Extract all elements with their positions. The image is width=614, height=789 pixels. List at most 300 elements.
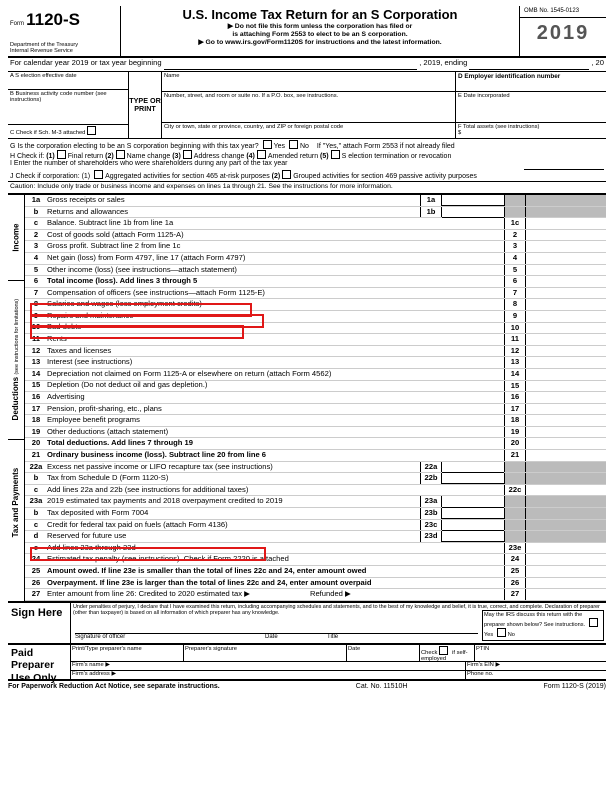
right-line-number: 7 bbox=[504, 288, 526, 299]
right-line-number: 19 bbox=[504, 427, 526, 438]
officer-signature-field[interactable]: Signature of officer bbox=[75, 633, 126, 640]
inner-amount-blank bbox=[442, 427, 504, 438]
line-number: e bbox=[33, 542, 39, 552]
line-number: c bbox=[33, 519, 39, 529]
inner-amount-blank bbox=[442, 554, 504, 565]
line-18-row bbox=[25, 415, 606, 427]
line-25-amount[interactable] bbox=[526, 566, 606, 577]
self-employed-checkbox[interactable] bbox=[439, 646, 448, 655]
line-23b-amount[interactable] bbox=[442, 508, 504, 520]
line-number: 25 bbox=[31, 565, 41, 575]
line-19-amount[interactable] bbox=[526, 427, 606, 438]
line-8-amount[interactable] bbox=[526, 299, 606, 310]
inner-amount-blank bbox=[442, 311, 504, 322]
line-description bbox=[47, 544, 422, 553]
irs-discuss-yes-checkbox[interactable] bbox=[589, 618, 598, 627]
line-17-amount[interactable] bbox=[526, 404, 606, 415]
line-1c-amount[interactable] bbox=[526, 218, 606, 229]
field-b-activity-code[interactable]: B Business activity code number (see instructions) bbox=[8, 90, 128, 126]
sign-here-block bbox=[8, 601, 606, 643]
line-text: Overpayment. If line 23e is larger than the total of lines 22c and 24, enter amount overpaid bbox=[47, 578, 372, 587]
line-text: Gross profit. Subtract line 2 from line 1c bbox=[47, 242, 181, 251]
officer-title-field[interactable]: Title bbox=[327, 633, 339, 640]
line-text: Ordinary business income (loss). Subtract line 20 from line 6 bbox=[47, 451, 267, 459]
preparer-date-field[interactable]: Date bbox=[347, 645, 420, 661]
line-text: Amount owed. If line 23e is smaller than the total of lines 22c and 24, enter amount owed bbox=[47, 566, 367, 575]
line-number: 19 bbox=[31, 426, 41, 436]
inner-amount-blank bbox=[442, 299, 504, 310]
line-text: Other deductions (attach statement) bbox=[47, 427, 169, 436]
irs-discuss-yes-label: Yes bbox=[484, 632, 494, 639]
tax-year: 2019 bbox=[536, 21, 590, 44]
line-text: Bad debts bbox=[47, 323, 82, 332]
line-24-amount[interactable] bbox=[526, 554, 606, 565]
irs-discuss-no-checkbox[interactable] bbox=[497, 628, 506, 637]
field-d-ein[interactable]: D Employer identification number bbox=[456, 72, 606, 92]
field-f-dollar: $ bbox=[458, 130, 462, 137]
question-j bbox=[10, 170, 604, 180]
h-s-election-checkbox[interactable] bbox=[331, 150, 340, 159]
inner-line-box bbox=[422, 554, 442, 565]
h-opt-2-num: (2) bbox=[105, 153, 114, 160]
line-6-row bbox=[25, 276, 606, 288]
right-line-number: 25 bbox=[504, 566, 526, 577]
right-line-number bbox=[504, 195, 526, 206]
line-b-row bbox=[25, 207, 606, 219]
line-text: Advertising bbox=[47, 393, 85, 402]
line-text: Balance. Subtract line 1b from line 1a bbox=[47, 219, 174, 228]
j-opt-2-num: (2) bbox=[271, 173, 281, 180]
line-22b-amount[interactable] bbox=[442, 473, 504, 485]
line-1a-row bbox=[25, 195, 606, 207]
line-11-amount[interactable] bbox=[526, 334, 606, 345]
line-1b-amount[interactable] bbox=[442, 206, 504, 218]
line-6-amount[interactable] bbox=[526, 276, 606, 287]
calendar-year-20: , 20 bbox=[591, 58, 604, 67]
inner-amount-blank bbox=[442, 543, 504, 554]
sign-date-field[interactable]: Date bbox=[265, 633, 278, 640]
inner-line-box bbox=[422, 415, 442, 426]
line-21-row bbox=[25, 450, 606, 462]
phone-field[interactable]: Phone no. bbox=[467, 670, 494, 677]
ptin-field[interactable]: PTIN bbox=[476, 645, 490, 652]
right-line-number: 15 bbox=[504, 381, 526, 392]
self-employed-label: if self-employed bbox=[421, 649, 468, 663]
h-address-change-checkbox[interactable] bbox=[183, 150, 192, 159]
h-final-return-checkbox[interactable] bbox=[57, 150, 66, 159]
right-line-number: 12 bbox=[504, 346, 526, 357]
right-line-number bbox=[504, 462, 526, 473]
line-number: 10 bbox=[31, 322, 41, 332]
line-text: Other income (loss) (see instructions—attach statement) bbox=[47, 265, 237, 274]
g-yes-checkbox[interactable] bbox=[263, 140, 272, 149]
inner-amount-blank bbox=[442, 404, 504, 415]
line-description bbox=[47, 231, 422, 240]
shaded-amount bbox=[526, 473, 606, 484]
line-description bbox=[47, 579, 422, 588]
section-tax-label: Tax and Payments bbox=[11, 467, 21, 538]
form-id-block bbox=[8, 6, 121, 56]
sign-here-title: Sign Here bbox=[8, 603, 71, 643]
h-final-return-label: Final return bbox=[67, 153, 104, 160]
line-16-row bbox=[25, 392, 606, 404]
preparer-name-field[interactable]: Print/Type preparer's name bbox=[71, 645, 184, 661]
right-line-number bbox=[504, 207, 526, 218]
right-line-number: 13 bbox=[504, 357, 526, 368]
inner-line-box bbox=[422, 589, 442, 600]
line-description bbox=[47, 509, 420, 518]
line-description bbox=[47, 428, 422, 437]
inner-amount-blank bbox=[442, 589, 504, 600]
line-text: Net gain (loss) from Form 4797, line 17 (attach Form 4797) bbox=[47, 253, 246, 262]
inner-line-box: 23a bbox=[420, 496, 442, 507]
line-text: Add lines 23a through 23d bbox=[47, 543, 136, 552]
field-a-election-date[interactable]: A S election effective date bbox=[8, 72, 128, 90]
perjury-statement: Under penalties of perjury, I declare that I have examined this return, including accompanying schedules and statements, and to the best of my knowledge and belief, it is true, correct, and complete. Declaration of preparer (other than taxpayer) is based on all information of which preparer has any knowledge. bbox=[73, 603, 600, 616]
line-23d-amount[interactable] bbox=[442, 531, 504, 543]
city-field[interactable]: City or town, state or province, country, and ZIP or foreign postal code bbox=[164, 124, 344, 130]
line-9-amount[interactable] bbox=[526, 311, 606, 322]
section-sidebar bbox=[8, 195, 25, 601]
caution-line: Caution: Include only trade or business income and expenses on lines 1a through 21. See the instructions for more information. bbox=[8, 181, 606, 193]
line-12-amount[interactable] bbox=[526, 346, 606, 357]
inner-line-box: 23b bbox=[420, 508, 442, 519]
question-g-text: G Is the corporation electing to be an S corporation beginning with this tax year? bbox=[10, 143, 259, 150]
line-description bbox=[47, 451, 422, 460]
line-text: Tax from Schedule D (Form 1120-S) bbox=[47, 474, 169, 483]
line-8-row bbox=[25, 299, 606, 311]
inner-line-box bbox=[422, 438, 442, 449]
line-d-row bbox=[25, 531, 606, 543]
line-number: 27 bbox=[31, 589, 41, 599]
right-line-number: 11 bbox=[504, 334, 526, 345]
h-opt-5-num: (5) bbox=[320, 153, 329, 160]
inner-line-box bbox=[422, 218, 442, 229]
line-number: 23a bbox=[29, 496, 43, 506]
line-23c-amount[interactable] bbox=[442, 519, 504, 531]
line-text: Enter amount from line 26: Credited to 2020 estimated tax ▶ bbox=[47, 590, 250, 599]
form-1120s-page bbox=[8, 6, 606, 776]
line-number: 4 bbox=[33, 252, 39, 262]
line-description bbox=[47, 277, 422, 286]
preparer-signature-field[interactable]: Preparer's signature bbox=[184, 645, 347, 661]
line-24-row bbox=[25, 554, 606, 566]
line-4-amount[interactable] bbox=[526, 253, 606, 264]
line-22c-amount[interactable] bbox=[526, 485, 606, 496]
right-line-number: 1c bbox=[504, 218, 526, 229]
line-c-row bbox=[25, 485, 606, 497]
line-3-amount[interactable] bbox=[526, 241, 606, 252]
questions-block bbox=[8, 139, 606, 181]
line-description bbox=[47, 358, 422, 367]
header-note-1: ▶ Do not file this form unless the corporation has filed or bbox=[227, 22, 413, 30]
right-line-number bbox=[504, 531, 526, 542]
line-number: 1a bbox=[31, 194, 41, 204]
inner-amount-blank bbox=[442, 578, 504, 589]
line-number: b bbox=[33, 507, 39, 517]
line-description bbox=[47, 219, 422, 228]
inner-line-box bbox=[422, 299, 442, 310]
line-number: 24 bbox=[31, 554, 41, 564]
form-label: Form bbox=[10, 21, 24, 27]
inner-line-box: 1a bbox=[420, 195, 442, 206]
tax-year-end-field[interactable] bbox=[469, 59, 589, 70]
line-description bbox=[47, 474, 420, 483]
line-description bbox=[47, 590, 422, 599]
line-text: Excess net passive income or LIFO recapture tax (see instructions) bbox=[47, 462, 273, 471]
right-line-number: 26 bbox=[504, 578, 526, 589]
line-description bbox=[47, 335, 422, 344]
line-number: 9 bbox=[33, 310, 39, 320]
line-14-amount[interactable] bbox=[526, 369, 606, 380]
question-h-lead: H Check if: bbox=[10, 153, 45, 160]
line-9-row bbox=[25, 311, 606, 323]
right-line-number: 23e bbox=[504, 543, 526, 554]
line-23a-row bbox=[25, 496, 606, 508]
inner-line-box: 23c bbox=[420, 520, 442, 531]
line-number: 8 bbox=[33, 299, 39, 309]
line-description bbox=[47, 300, 422, 309]
inner-line-box bbox=[422, 265, 442, 276]
form-number: 1120-S bbox=[26, 10, 81, 29]
line-12-row bbox=[25, 346, 606, 358]
shaded-amount bbox=[526, 520, 606, 531]
line-5-amount[interactable] bbox=[526, 265, 606, 276]
line-text: Salaries and wages (less employment credits) bbox=[47, 300, 202, 309]
inner-amount-blank bbox=[442, 566, 504, 577]
line-text: Depletion (Do not deduct oil and gas depletion.) bbox=[47, 381, 208, 390]
g-no-checkbox[interactable] bbox=[289, 140, 298, 149]
line-21-amount[interactable] bbox=[526, 450, 606, 461]
section-deductions-label: Deductions bbox=[11, 376, 21, 421]
line-10-amount[interactable] bbox=[526, 323, 606, 334]
footer-form-id: Form 1120-S (2019) bbox=[543, 682, 606, 690]
line-description bbox=[47, 439, 422, 448]
section-deductions bbox=[8, 280, 24, 440]
right-line-number: 27 bbox=[504, 589, 526, 600]
line-3-row bbox=[25, 241, 606, 253]
line-20-amount[interactable] bbox=[526, 438, 606, 449]
inner-line-box bbox=[422, 566, 442, 577]
line-number: 15 bbox=[31, 380, 41, 390]
form-header bbox=[8, 6, 606, 58]
inner-line-box: 23d bbox=[420, 531, 442, 542]
field-f-total-assets[interactable] bbox=[456, 123, 606, 138]
line-number: c bbox=[33, 218, 39, 228]
inner-line-box bbox=[422, 543, 442, 554]
j-grouped-checkbox[interactable] bbox=[282, 170, 291, 179]
field-c-schedule-m3[interactable] bbox=[8, 125, 128, 138]
line-number: 11 bbox=[31, 334, 41, 344]
line-description bbox=[47, 463, 420, 472]
type-or-print: TYPE OR PRINT bbox=[129, 72, 162, 138]
section-tax-payments bbox=[8, 439, 24, 566]
line-number: 21 bbox=[31, 450, 41, 459]
line-18-amount[interactable] bbox=[526, 415, 606, 426]
tax-year-begin-field[interactable] bbox=[164, 59, 418, 70]
line-27-row bbox=[25, 589, 606, 601]
line-text: Cost of goods sold (attach Form 1125-A) bbox=[47, 230, 184, 239]
line-text: Tax deposited with Form 7004 bbox=[47, 508, 149, 517]
dept-line-1: Department of the Treasury bbox=[10, 41, 79, 48]
line-c-row bbox=[25, 218, 606, 230]
h-opt-1-num: (1) bbox=[46, 153, 55, 160]
inner-line-box bbox=[422, 230, 442, 241]
line-15-amount[interactable] bbox=[526, 381, 606, 392]
inner-amount-blank bbox=[442, 392, 504, 403]
inner-line-box bbox=[422, 288, 442, 299]
section-income bbox=[8, 195, 24, 281]
line-number: 12 bbox=[31, 345, 41, 355]
line-text: Employee benefit programs bbox=[47, 416, 140, 425]
line-1a-amount[interactable] bbox=[442, 195, 504, 207]
line-description bbox=[47, 497, 420, 506]
inner-amount-blank bbox=[442, 450, 504, 461]
line-description bbox=[47, 416, 422, 425]
line-22a-amount[interactable] bbox=[442, 461, 504, 473]
form-footer bbox=[8, 679, 606, 691]
line-description bbox=[47, 567, 422, 576]
self-employed-check[interactable] bbox=[420, 645, 475, 661]
line-number: 22a bbox=[29, 461, 43, 471]
line-13-amount[interactable] bbox=[526, 357, 606, 368]
line-description bbox=[47, 312, 422, 321]
dept-line-2: Internal Revenue Service bbox=[10, 47, 73, 54]
inner-line-box bbox=[422, 369, 442, 380]
line-2-amount[interactable] bbox=[526, 230, 606, 241]
j-aggregated-label: Aggregated activities for section 465 at-risk purposes bbox=[105, 173, 270, 180]
section-income-label: Income bbox=[11, 223, 21, 252]
shaded-amount bbox=[526, 531, 606, 542]
question-i bbox=[10, 160, 604, 170]
line-text: Estimated tax penalty (see instructions). Check if Form 2220 is attached bbox=[47, 555, 289, 564]
right-line-number bbox=[504, 496, 526, 507]
line-10-row bbox=[25, 323, 606, 335]
h-name-change-label: Name change bbox=[126, 153, 171, 160]
h-address-change-label: Address change bbox=[193, 153, 245, 160]
right-line-number: 22c bbox=[504, 485, 526, 496]
street-field[interactable]: Number, street, and room or suite no. If a P.O. box, see instructions. bbox=[162, 92, 455, 123]
line-description bbox=[47, 393, 422, 402]
h-amended-return-checkbox[interactable] bbox=[257, 150, 266, 159]
right-line-number: 8 bbox=[504, 299, 526, 310]
line-7-amount[interactable] bbox=[526, 288, 606, 299]
m3-checkbox[interactable] bbox=[87, 126, 96, 135]
line-number: 5 bbox=[33, 264, 39, 274]
line-description bbox=[47, 521, 420, 530]
firm-ein-field[interactable]: Firm's EIN ▶ bbox=[467, 661, 500, 668]
inner-line-box bbox=[422, 334, 442, 345]
inner-amount-blank bbox=[442, 369, 504, 380]
firm-name-field[interactable]: Firm's name ▶ bbox=[71, 662, 466, 670]
line-26-row bbox=[25, 578, 606, 590]
h-s-election-label: S election termination or revocation bbox=[341, 153, 452, 160]
right-line-number: 21 bbox=[504, 450, 526, 461]
line-number: 3 bbox=[33, 241, 39, 251]
right-line-number bbox=[504, 508, 526, 519]
inner-amount-blank bbox=[442, 218, 504, 229]
line-number: 20 bbox=[31, 438, 41, 448]
line-description bbox=[47, 555, 422, 564]
inner-line-box bbox=[422, 346, 442, 357]
right-line-number: 10 bbox=[504, 323, 526, 334]
field-e-date-incorporated[interactable]: E Date incorporated bbox=[456, 92, 606, 123]
inner-line-box bbox=[422, 578, 442, 589]
irs-discuss-box bbox=[482, 610, 604, 641]
line-description bbox=[47, 242, 422, 251]
lines-table bbox=[25, 195, 606, 601]
inner-line-box bbox=[422, 404, 442, 415]
line-description bbox=[47, 532, 420, 541]
right-line-number: 18 bbox=[504, 415, 526, 426]
j-aggregated-checkbox[interactable] bbox=[94, 170, 103, 179]
line-description bbox=[47, 196, 420, 205]
right-line-number: 9 bbox=[504, 311, 526, 322]
line-text: Gross receipts or sales bbox=[47, 195, 125, 204]
line-26-amount[interactable] bbox=[526, 578, 606, 589]
omb-number: OMB No. 1545-0123 bbox=[520, 6, 606, 18]
inner-amount-blank bbox=[442, 276, 504, 287]
line-text: 2019 estimated tax payments and 2018 overpayment credited to 2019 bbox=[47, 497, 283, 506]
right-line-number: 6 bbox=[504, 276, 526, 287]
question-i-text: I Enter the number of shareholders who were shareholders during any part of the tax year bbox=[10, 160, 288, 167]
line-text: Interest (see instructions) bbox=[47, 358, 133, 367]
inner-amount-blank bbox=[442, 357, 504, 368]
line-16-amount[interactable] bbox=[526, 392, 606, 403]
line-description bbox=[47, 370, 422, 379]
right-line-number: 17 bbox=[504, 404, 526, 415]
line-description bbox=[47, 289, 422, 298]
inner-amount-blank bbox=[442, 253, 504, 264]
line-23a-amount[interactable] bbox=[442, 496, 504, 508]
h-name-change-checkbox[interactable] bbox=[116, 150, 125, 159]
line-number: d bbox=[33, 531, 39, 541]
firm-address-field[interactable]: Firm's address ▶ bbox=[71, 671, 466, 679]
line-description bbox=[47, 266, 422, 275]
line-e-row bbox=[25, 543, 606, 555]
entity-info-block bbox=[8, 72, 606, 139]
inner-amount-blank bbox=[442, 265, 504, 276]
line-text: Repairs and maintenance bbox=[47, 311, 134, 320]
line-description bbox=[47, 323, 422, 332]
line-2-row bbox=[25, 230, 606, 242]
line-7-row bbox=[25, 288, 606, 300]
line-23e-amount[interactable] bbox=[526, 543, 606, 554]
inner-line-box bbox=[422, 276, 442, 287]
inner-amount-blank bbox=[442, 323, 504, 334]
question-g bbox=[10, 140, 604, 150]
line-description bbox=[47, 486, 422, 495]
line-15-row bbox=[25, 381, 606, 393]
shareholders-count-field[interactable] bbox=[524, 160, 604, 170]
inner-line-box bbox=[422, 381, 442, 392]
name-field[interactable]: Name bbox=[162, 72, 455, 92]
calendar-year-ending: , 2019, ending bbox=[419, 58, 468, 67]
paid-preparer-title: Paid Preparer Use Only bbox=[8, 645, 71, 679]
right-line-number bbox=[504, 473, 526, 484]
line-text: Compensation of officers (see instructions—attach Form 1125-E) bbox=[47, 288, 265, 297]
line-27-amount[interactable] bbox=[526, 589, 606, 600]
line-11-row bbox=[25, 334, 606, 346]
shaded-amount bbox=[526, 508, 606, 519]
calendar-year-line bbox=[8, 58, 606, 72]
inner-amount-blank bbox=[442, 415, 504, 426]
inner-line-box bbox=[422, 253, 442, 264]
line-14-row bbox=[25, 369, 606, 381]
line-20-row bbox=[25, 438, 606, 450]
right-line-number: 20 bbox=[504, 438, 526, 449]
line-number: b bbox=[33, 473, 39, 483]
